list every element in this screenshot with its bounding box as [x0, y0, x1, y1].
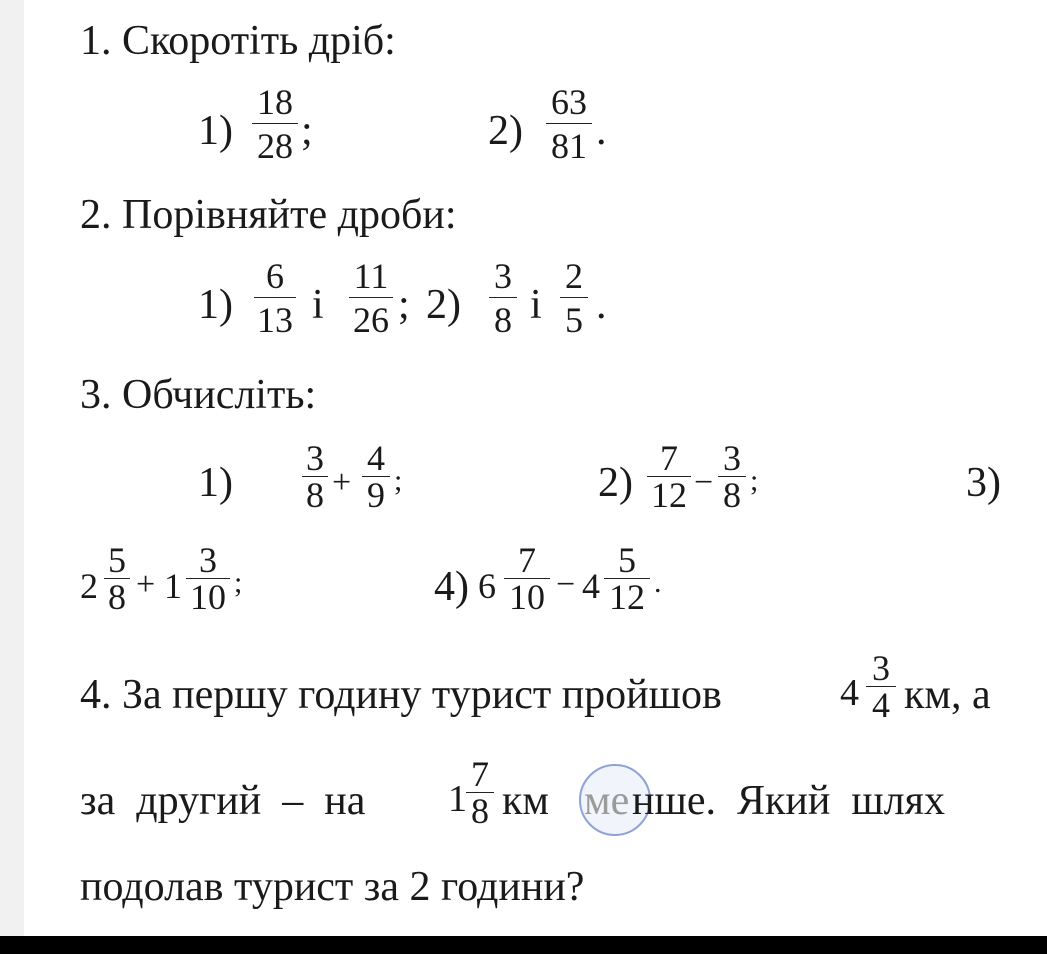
task3-e2-fraction-a: 7 12: [647, 440, 691, 513]
punctuation: .: [596, 282, 607, 328]
highlighted-word-part: ме: [584, 778, 630, 824]
task4-fraction-2: 7 8: [466, 756, 494, 829]
task1-fraction-1: 18 28: [252, 84, 298, 164]
whole-number: 4: [840, 672, 859, 714]
conjunction: і: [312, 282, 324, 328]
whole-number: 1: [448, 778, 467, 820]
task1-item1-label: 1): [198, 108, 233, 154]
task3-e1-label: 1): [198, 460, 233, 506]
task3-e1-fraction-b: 4 9: [362, 440, 390, 513]
task4-line3-text: подолав турист за 2 години?: [80, 864, 585, 910]
task2-fraction-a1: 6 13: [254, 258, 296, 338]
punctuation: ;: [750, 464, 759, 497]
task4-line1-end: км, а: [904, 672, 991, 718]
task2-fraction-a2: 3 8: [489, 258, 517, 338]
punctuation: ;: [394, 464, 403, 497]
operator: −: [556, 566, 576, 603]
punctuation: .: [654, 566, 662, 599]
operator: −: [694, 464, 714, 501]
task3-e4-fraction-b: 5 12: [604, 542, 650, 615]
task1-item2-label: 2): [488, 108, 523, 154]
punctuation: ;: [301, 108, 313, 154]
task1-title: 1. Скоротіть дріб:: [80, 18, 396, 64]
task3-e2-label: 2): [598, 460, 633, 506]
left-margin-strip: [0, 0, 24, 936]
punctuation: ;: [398, 282, 410, 328]
task3-e3-fraction-b: 3 10: [186, 542, 230, 615]
task4-line2-end: нше. Який шлях: [632, 778, 945, 824]
task3-e2-fraction-b: 3 8: [718, 440, 746, 513]
bottom-black-bar: [0, 936, 1047, 954]
whole-number: 6: [478, 566, 496, 606]
whole-number: 2: [80, 566, 98, 606]
whole-number: 1: [164, 566, 182, 606]
conjunction: і: [530, 282, 542, 328]
operator: +: [332, 464, 352, 501]
task2-fraction-b1: 11 26: [349, 258, 393, 338]
task2-item1-label: 1): [198, 282, 233, 328]
whole-number: 4: [582, 566, 600, 606]
task3-e3-label: 3): [966, 460, 1001, 506]
punctuation: ;: [234, 566, 243, 599]
task2-fraction-b2: 2 5: [560, 258, 588, 338]
task3-e4-label: 4): [434, 564, 469, 610]
task2-item2-label: 2): [426, 282, 461, 328]
unit-label: км: [502, 778, 549, 824]
task4-line2-text: за другий – на: [80, 778, 366, 824]
task4-line1-text: 4. За першу годину турист пройшов: [80, 672, 722, 718]
task4-fraction-1: 3 4: [866, 650, 896, 723]
task3-title: 3. Обчисліть:: [80, 372, 317, 418]
task2-title: 2. Порівняйте дроби:: [80, 192, 457, 238]
punctuation: .: [596, 108, 607, 154]
task3-e4-fraction-a: 7 10: [504, 542, 550, 615]
task3-e1-fraction-a: 3 8: [302, 440, 328, 513]
task3-e3-fraction-a: 5 8: [104, 542, 130, 615]
operator: +: [136, 566, 156, 603]
task1-fraction-2: 63 81: [546, 84, 592, 164]
